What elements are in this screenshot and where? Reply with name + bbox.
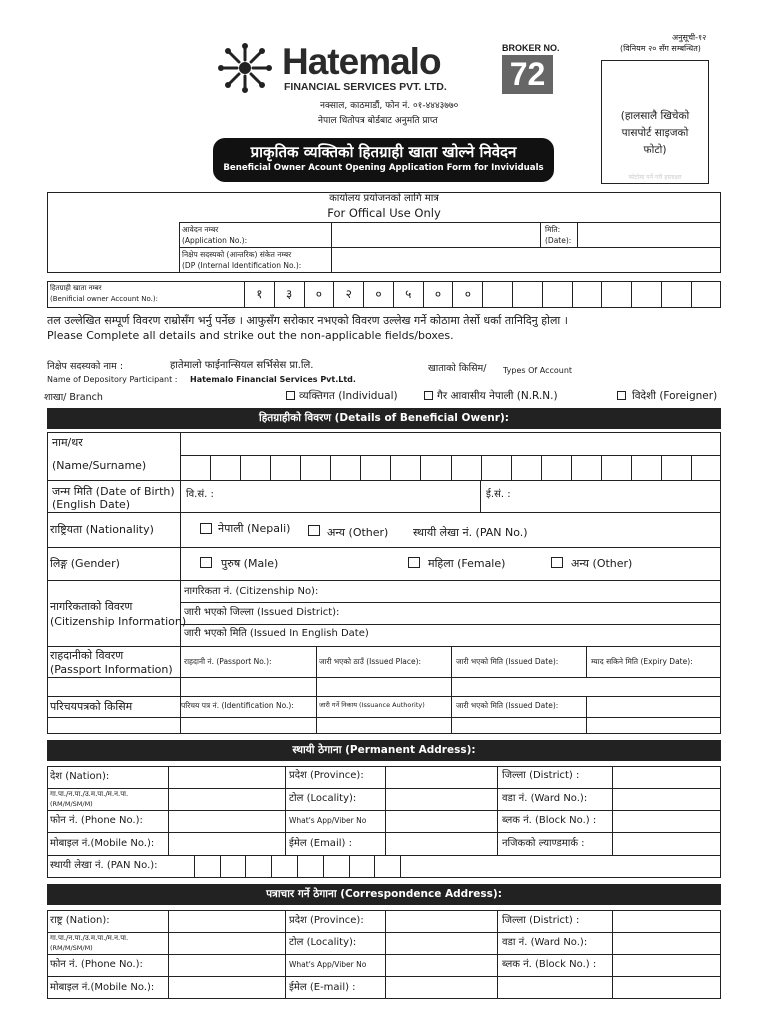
date-label-np: मिति: [545,225,561,234]
perm-district-label: जिल्ला (District) : [502,770,580,781]
perm-ward-label: वडा नं. (Ward No.): [502,793,588,804]
citizenship-district-label: जारी भएको जिल्ला (Issued District): [184,607,340,618]
bo-account-label-en: (Benificial owner Account No.): [50,295,158,303]
gender-label: लिङ्ग (Gender) [50,557,120,570]
passport-label-np: राहदानीको विवरण [50,649,124,662]
perm-nation-label: देश (Nation): [50,771,110,782]
name-cell-divider [210,455,211,480]
bo-digit-cell[interactable]: ० [452,281,483,308]
foreigner-checkbox[interactable] [617,391,626,400]
dob-ad-label: ई.सं. : [486,489,511,500]
corr-email-label: ईमेल (E-mail) : [289,982,356,993]
corr-district-label: जिल्ला (District) : [502,915,580,926]
name-cell-divider [661,455,662,480]
pan-cell-divider [271,855,272,878]
bo-digit-cell[interactable]: ५ [393,281,424,308]
name-cell-divider [511,455,512,480]
corr-mobile-label: मोबाइल नं.(Mobile No.): [50,982,155,993]
perm-municipality-label-en: (RM/M/SM/M) [50,800,93,808]
pan-cell-divider [323,855,324,878]
date-label-en: (Date): [545,236,572,245]
perm-phone-label: फोन नं. (Phone No.): [50,815,143,826]
pan-cell-divider [349,855,350,878]
dob-bs-input[interactable] [181,481,479,511]
account-type-label-en: Types Of Account [503,366,573,375]
application-no-label-np: आवेदन नम्बर [182,225,219,234]
name-cell-divider [541,455,542,480]
photo-sign-note: फोटोमा पर्ने गरी हस्ताक्षर [628,174,682,181]
form-title-en: Beneficial Owner Acount Opening Application Form for Invividuals [223,163,544,173]
name-cell-divider [330,455,331,480]
nrn-checkbox[interactable] [424,391,433,400]
dob-ad-input[interactable] [481,481,720,511]
corr-ward-label: वडा नं. (Ward No.): [502,937,588,948]
perm-mobile-label: मोबाइल नं.(Mobile No.): [50,838,155,849]
bo-digit-cell[interactable]: १ [244,281,275,308]
pan-cell-divider [374,855,375,878]
application-no-label-en: (Application No.): [182,236,248,245]
bo-digit-cell[interactable]: ० [304,281,335,308]
perm-email-label: ईमेल (Email) : [289,838,352,849]
perm-municipality-label-np: गा.पा./न.पा./उ.म.पा./म.न.पा. [50,790,129,798]
pan-cell-divider [245,855,246,878]
perm-landmark-label: नजिकको ल्याण्डमार्क : [502,838,585,849]
application-no-input[interactable] [332,223,539,246]
participant-label-en: Name of Depository Participant : [47,375,178,384]
beneficiary-table [47,432,721,734]
nepali-label: नेपाली (Nepali) [218,522,291,535]
photo-line-1: (हालसालै खिचेको [620,110,690,122]
pan-cell-divider [297,855,298,878]
perm-locality-label: टोल (Locality): [289,793,357,804]
photo-line-3: फोटो) [643,144,667,156]
name-cell-divider [451,455,452,480]
dob-bs-label: वि.सं. : [186,489,214,500]
passport-date-label: जारी भएको मिति (Issued Date): [456,657,559,666]
broker-number: 72 [502,55,553,94]
bo-digit-cell[interactable] [661,281,692,308]
bo-digit-cell[interactable] [512,281,543,308]
female-label: महिला (Female) [428,557,506,570]
pan-cell-divider [400,855,401,878]
name-label-np: नाम/थर [52,436,83,449]
annex-regulation: (विनियम २० सँग सम्बन्धित) [620,44,701,53]
bo-account-label-np: हितग्राही खाता नम्बर [50,284,102,292]
name-cell-divider [270,455,271,480]
perm-block-label: ब्लक नं. (Block No.) : [502,815,597,826]
licence-note: नेपाल धितोपत्र बोर्डबाट अनुमति प्राप्त [318,116,438,126]
id-type-label: परिचयपत्रको किसिम [50,700,133,713]
name-cell-divider [691,455,692,480]
perm-viber-label: What's App/Viber No [289,816,367,825]
other-gender-checkbox[interactable] [551,557,563,568]
corr-phone-label: फोन नं. (Phone No.): [50,959,143,970]
id-date-label: जारी भएको मिति (Issued Date): [456,701,559,710]
correspondence-address-band: पत्राचार गर्ने ठेगाना (Correspondence Address): [47,884,721,905]
name-cell-divider [300,455,301,480]
annex-number: अनुसूची-१२ [672,33,707,42]
participant-label-np: निक्षेप सदस्यको नाम : [47,361,124,372]
office-date-input[interactable] [578,223,720,246]
bo-digit-cell[interactable] [542,281,573,308]
form-title-np: प्राकृतिक व्यक्तिको हितग्राही खाता खोल्ने निवेदन [250,143,517,161]
male-label: पुरुष (Male) [221,557,279,570]
account-type-label-np: खाताको किसिम/ [428,363,487,374]
name-cell-divider [240,455,241,480]
dp-id-label-en: (DP (Internal Identification No.): [182,261,302,270]
corr-municipality-label-en: (RM/M/SM/M) [50,944,93,952]
permanent-address-band: स्थायी ठेगाना (Permanent Address): [47,740,721,761]
beneficiary-details-band: हितग्राहीको विवरण (Details of Beneficial Owenr): [47,408,721,429]
dp-id-input[interactable] [332,248,720,272]
name-cell-divider [571,455,572,480]
name-cell-divider [601,455,602,480]
name-cell-divider [360,455,361,480]
broker-label: BROKER NO. [502,43,560,53]
bo-digit-cell[interactable]: ० [423,281,454,308]
bo-digit-cell[interactable] [572,281,603,308]
nrn-label: गैर आवासीय नेपाली (N.R.N.) [437,390,558,402]
name-cell-divider [481,455,482,480]
other-gender-label: अन्य (Other) [571,557,633,570]
participant-value-np: हातेमालो फाईनान्सियल सर्भिसेस प्रा.लि. [170,360,314,371]
pan-cell-divider [220,855,221,878]
bo-digit-cell[interactable]: ० [363,281,394,308]
other-nationality-checkbox[interactable] [308,525,320,536]
pan-label: स्थायी लेखा नं. (PAN No.) [413,526,528,539]
corr-locality-label: टोल (Locality): [289,937,357,948]
name-input[interactable] [181,433,720,455]
corr-block-label: ब्लक नं. (Block No.) : [502,959,597,970]
perm-pan-label: स्थायी लेखा नं. (PAN No.): [50,860,158,871]
passport-no-label: राहदानी नं. (Passport No.): [184,657,272,666]
bo-digit-cell[interactable] [601,281,632,308]
individual-checkbox[interactable] [286,391,295,400]
photo-line-2: पासपोर्ट साइजको [621,127,689,139]
form-title-banner [213,138,554,182]
participant-value-en: Hatemalo Financial Services Pvt.Ltd. [190,375,356,384]
corr-nation-label: राष्ट्र (Nation): [50,915,110,926]
pan-cell-divider [194,855,195,878]
male-checkbox[interactable] [200,557,212,568]
dob-label-en: (English Date) [52,498,131,511]
foreigner-label: विदेशी (Foreigner) [632,390,718,402]
individual-label: व्यक्तिगत (Individual) [299,390,398,402]
perm-province-label: प्रदेश (Province): [289,770,364,781]
passport-place-label: जारी भएको ठाउँ (Issued Place): [319,657,422,666]
id-no-label: परिचय पत्र नं. (Identification No.): [181,701,294,710]
passport-label-en: (Passport Information) [50,663,173,676]
bo-digit-cell[interactable]: ३ [274,281,305,308]
citizenship-date-label: जारी भएको मिति (Issued In English Date) [184,628,369,639]
corr-municipality-label-np: गा.पा./न.पा./उ.म.पा./म.न.पा. [50,934,129,942]
citizenship-label-np: नागरिकताको विवरण [50,600,133,613]
bo-digit-cell[interactable] [631,281,662,308]
dp-id-label-np: निक्षेप सदस्यको (आन्तरिक) संकेत नम्बर [182,250,292,259]
name-cell-divider [631,455,632,480]
instruction-np: तल उल्लेखित सम्पूर्ण विवरण राम्रोसँग भर्नु पर्नेछ । आफुसँग सरोकार नभएको विवरण उल्लेख गर्ने कोठामा तेर्सो धर्का तानिदिनु होला । [47,314,568,327]
hatemalo-logo-icon [213,42,277,94]
nepali-checkbox[interactable] [200,523,212,534]
passport-expiry-label: म्याद सकिने मिति (Expiry Date): [591,657,693,666]
photo-instructions [602,108,708,159]
brand-name: Hatemalo [282,41,441,82]
female-checkbox[interactable] [408,557,420,568]
photo-box[interactable] [601,60,709,184]
name-cell-divider [390,455,391,480]
office-heading-en: For Offical Use Only [327,206,441,220]
nationality-label: राष्ट्रियता (Nationality) [50,523,154,536]
company-address: नक्साल, काठमाडौं, फोन नं. ०१-४४४३७७० [320,101,459,111]
office-heading-np: कार्यालय प्रयोजनको लागि मात्र [329,193,439,204]
citizenship-no-label: नागरिकता नं. (Citizenship No): [184,586,319,597]
name-cell-divider [420,455,421,480]
corr-province-label: प्रदेश (Province): [289,915,364,926]
dob-label-np: जन्म मिति (Date of Birth) [52,485,175,498]
instruction-en: Please Complete all details and strike out the non-applicable fields/boxes. [47,329,454,342]
corr-viber-label: What's App/Viber No [289,960,367,969]
brand-subtitle: FINANCIAL SERVICES PVT. LTD. [284,81,447,93]
branch-label: शाखा/ Branch [44,392,103,403]
name-label-en: (Name/Surname) [52,459,147,472]
bo-digit-cell[interactable]: २ [333,281,364,308]
bo-digit-cell[interactable] [691,281,722,308]
bo-digit-cell[interactable] [482,281,513,308]
id-authority-label: जारी गर्ने निकाय (Issuance Authority) [319,701,425,709]
other-nationality-label: अन्य (Other) [327,526,389,539]
citizenship-label-en: (Citizenship Information) [50,615,187,628]
